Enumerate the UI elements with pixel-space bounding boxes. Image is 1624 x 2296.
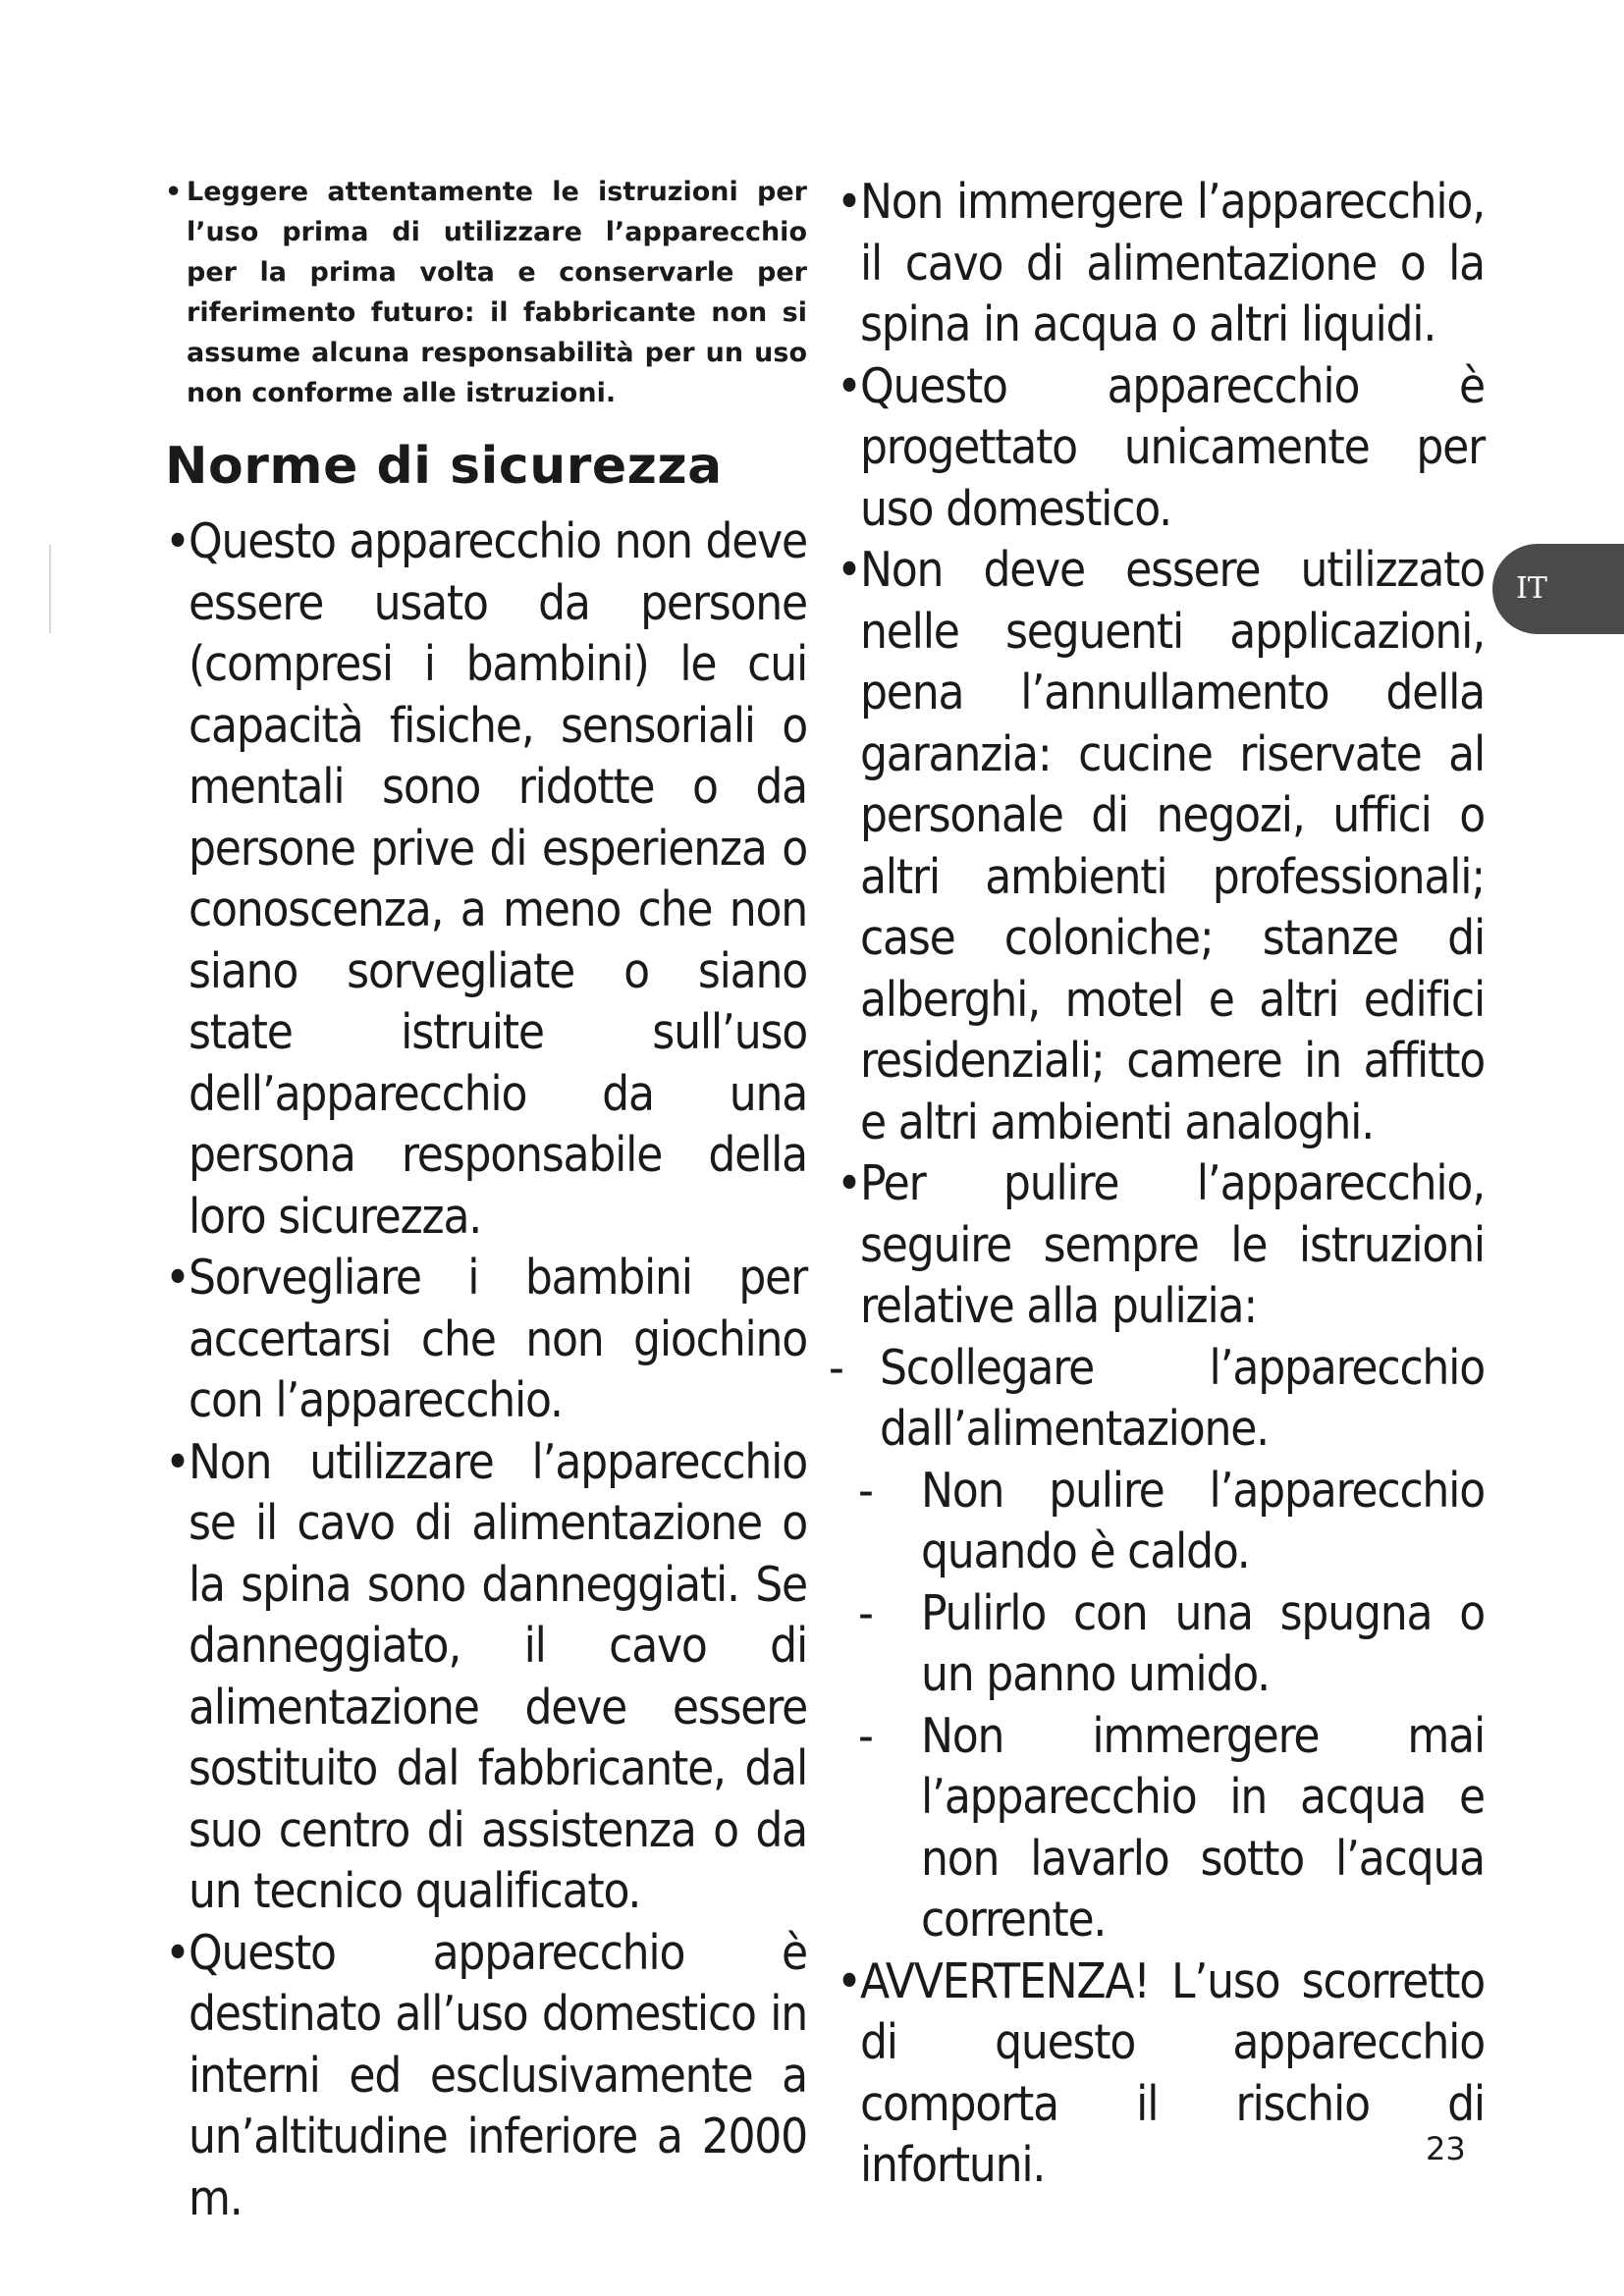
- bullet: •: [165, 1250, 189, 1306]
- cleaning-step: [829, 1338, 1485, 1461]
- bullet: •: [837, 174, 861, 230]
- safety-item: [837, 1153, 1485, 1338]
- language-tab: IT: [1492, 544, 1624, 634]
- safety-item-text: Non immergere l’apparecchio, il cavo di alimentazione o la spina in acqua o altri liquidi.: [860, 174, 1485, 352]
- cleaning-step: [858, 1583, 1485, 1706]
- cleaning-step-text: Pulirlo con una spugna o un panno umido.: [921, 1584, 1485, 1702]
- bullet: •: [837, 357, 861, 414]
- warning-text: AVVERTENZA! L’uso scorretto di questo apparecchio comporta il rischio di infortuni.: [860, 1952, 1485, 2193]
- bullet: •: [165, 177, 183, 207]
- safety-item-text: Non deve essere utilizzato nelle seguenti applicazioni, pena l’annullamento della garanzia: cucine riservate al personale di negozi, uffici o altri ambienti professionali; case coloniche; stanze di alberghi, motel e altri edifici residenziali; camere in affitto e altri ambienti analoghi.: [860, 542, 1485, 1150]
- warning-item: [837, 1951, 1485, 2197]
- safety-item: [837, 540, 1485, 1153]
- bullet: •: [837, 1155, 861, 1211]
- intro-text: Leggere attentamente le istruzioni per l’uso prima di utilizzare l’apparecchio per la prima volta e conservarle per riferimento futuro: il fabbricante non si assume alcuna responsabilità per un uso non conforme alle istruzioni.: [187, 177, 807, 408]
- safety-item-text: Non utilizzare l’apparecchio se il cavo di alimentazione o la spina sono danneggiati. Se danneggiato, il cavo di alimentazione deve essere sostituito dal fabbricante, dal suo centro di assistenza o da un tecnico qualificato.: [189, 1433, 807, 1919]
- safety-item-text: Questo apparecchio non deve essere usato da persone (compresi i bambini) le cui capacità fisiche, sensoriali o mentali sono ridotte o da persone prive di esperienza o conoscenza, a meno che non siano sorvegliate o siano state istruite sull’uso dell’apparecchio da una persona responsabile della loro sicurezza.: [189, 513, 807, 1245]
- safety-item-text: Per pulire l’apparecchio, seguire sempre le istruzioni relative alla pulizia:: [860, 1155, 1485, 1334]
- safety-item: [165, 1923, 807, 2230]
- safety-item-text: Questo apparecchio è destinato all’uso domestico in interni ed esclusivamente a un’altitudine inferiore a 2000 m.: [189, 1924, 807, 2226]
- intro-paragraph: [165, 172, 807, 413]
- bullet: •: [165, 1924, 189, 1981]
- safety-item: [165, 511, 807, 1248]
- safety-item-text: Questo apparecchio è progettato unicamente per uso domestico.: [860, 357, 1485, 537]
- dash: -: [858, 1707, 873, 1764]
- safety-item: [165, 1432, 807, 1923]
- bullet: •: [165, 1433, 189, 1490]
- dash: -: [858, 1462, 873, 1519]
- cleaning-step: [858, 1461, 1485, 1583]
- bullet: •: [165, 513, 189, 569]
- dash: -: [829, 1339, 843, 1396]
- safety-item: [165, 1248, 807, 1432]
- dash: -: [858, 1584, 873, 1641]
- safety-item: [837, 356, 1485, 541]
- bullet: •: [837, 542, 861, 598]
- bullet: •: [837, 1952, 861, 2009]
- safety-item: [837, 172, 1485, 356]
- cleaning-step-text: Scollegare l’apparecchio dall’alimentazione.: [880, 1339, 1485, 1457]
- section-title: Norme di sicurezza: [165, 437, 723, 496]
- cleaning-step: [858, 1706, 1485, 1951]
- margin-line: [49, 545, 51, 633]
- right-column: [829, 172, 1485, 2197]
- safety-item-text: Sorvegliare i bambini per accertarsi che non giochino con l’apparecchio.: [189, 1250, 807, 1428]
- page-number: 23: [1426, 2130, 1466, 2167]
- cleaning-step-text: Non immergere mai l’apparecchio in acqua e non lavarlo sotto l’acqua corrente.: [921, 1707, 1485, 1948]
- cleaning-step-text: Non pulire l’apparecchio quando è caldo.: [921, 1462, 1485, 1579]
- left-column: [165, 172, 807, 2229]
